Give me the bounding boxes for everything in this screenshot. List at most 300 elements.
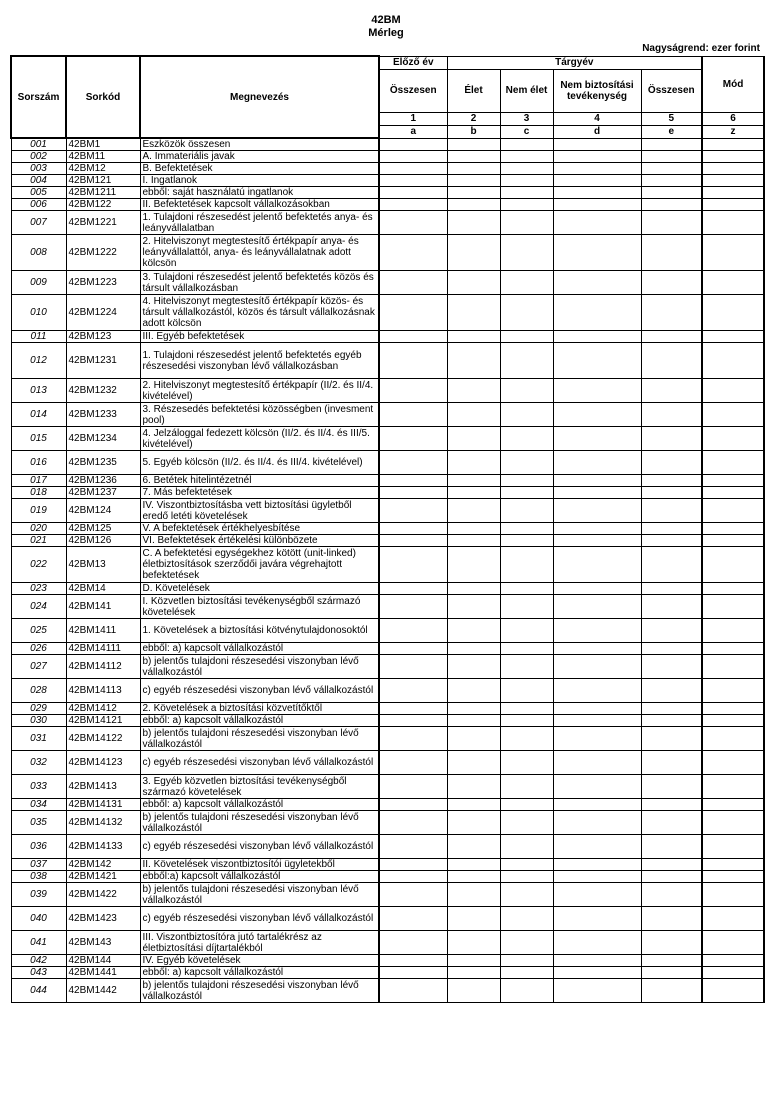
row-number: 028 — [11, 679, 66, 703]
value-cell-mod — [702, 451, 764, 475]
row-code: 42BM121 — [66, 175, 140, 187]
row-name: ebből: a) kapcsolt vállalkozástól — [140, 715, 379, 727]
value-cell-total — [641, 211, 702, 235]
value-cell-elet — [447, 523, 500, 535]
value-cell-elet — [447, 643, 500, 655]
value-cell-nem-bizt — [553, 499, 641, 523]
value-cell-elet — [447, 619, 500, 643]
row-number: 006 — [11, 199, 66, 211]
value-cell-nem-elet — [500, 835, 553, 859]
value-cell-total — [641, 619, 702, 643]
value-cell-prev-total — [379, 955, 447, 967]
value-cell-mod — [702, 967, 764, 979]
value-cell-mod — [702, 799, 764, 811]
row-name: C. A befektetési egységekhez kötött (unit-linked) életbiztosítások szerződői javára végrehajtott befektetések — [140, 547, 379, 583]
value-cell-nem-bizt — [553, 343, 641, 379]
table-row — [11, 883, 764, 907]
value-cell-mod — [702, 835, 764, 859]
value-cell-nem-bizt — [553, 163, 641, 175]
value-cell-nem-elet — [500, 271, 553, 295]
value-cell-nem-bizt — [553, 427, 641, 451]
row-name: IV. Egyéb követelések — [140, 955, 379, 967]
row-name: 1. Tulajdoni részesedést jelentő befektetés egyéb részesedési viszonyban lévő vállalkozásban — [140, 343, 379, 379]
value-cell-total — [641, 187, 702, 199]
value-cell-elet — [447, 379, 500, 403]
row-number: 013 — [11, 379, 66, 403]
col-sorkod-header: Sorkód — [66, 56, 140, 138]
value-cell-nem-bizt — [553, 979, 641, 1003]
value-cell-mod — [702, 187, 764, 199]
table-row — [11, 379, 764, 403]
value-cell-elet — [447, 175, 500, 187]
col-number-label: 5 — [641, 112, 702, 125]
value-cell-mod — [702, 775, 764, 799]
value-cell-total — [641, 679, 702, 703]
value-cell-mod — [702, 931, 764, 955]
value-cell-nem-bizt — [553, 379, 641, 403]
table-row — [11, 271, 764, 295]
table-row — [11, 751, 764, 775]
table-row — [11, 955, 764, 967]
value-cell-mod — [702, 619, 764, 643]
value-cell-prev-total — [379, 523, 447, 535]
row-number: 041 — [11, 931, 66, 955]
value-cell-elet — [447, 835, 500, 859]
row-code: 42BM1224 — [66, 295, 140, 331]
value-cell-mod — [702, 979, 764, 1003]
value-cell-total — [641, 427, 702, 451]
value-cell-prev-total — [379, 703, 447, 715]
value-cell-nem-bizt — [553, 727, 641, 751]
row-name: D. Követelések — [140, 583, 379, 595]
value-cell-nem-elet — [500, 679, 553, 703]
row-code: 42BM142 — [66, 859, 140, 871]
table-row — [11, 427, 764, 451]
value-cell-nem-elet — [500, 523, 553, 535]
value-cell-prev-total — [379, 775, 447, 799]
value-cell-total — [641, 799, 702, 811]
value-cell-prev-total — [379, 871, 447, 883]
value-cell-mod — [702, 703, 764, 715]
value-cell-total — [641, 138, 702, 151]
col-number-label: 6 — [702, 112, 764, 125]
row-number: 032 — [11, 751, 66, 775]
row-name: 2. Követelések a biztosítási közvetítőktől — [140, 703, 379, 715]
table-row — [11, 199, 764, 211]
value-cell-elet — [447, 271, 500, 295]
value-cell-elet — [447, 211, 500, 235]
value-cell-nem-bizt — [553, 271, 641, 295]
value-cell-elet — [447, 235, 500, 271]
row-number: 042 — [11, 955, 66, 967]
value-cell-elet — [447, 967, 500, 979]
value-cell-mod — [702, 211, 764, 235]
value-cell-elet — [447, 151, 500, 163]
row-number: 015 — [11, 427, 66, 451]
value-cell-nem-elet — [500, 907, 553, 931]
table-row — [11, 979, 764, 1003]
row-code: 42BM1222 — [66, 235, 140, 271]
row-code: 42BM1441 — [66, 967, 140, 979]
row-code: 42BM1211 — [66, 187, 140, 199]
value-cell-nem-elet — [500, 799, 553, 811]
value-cell-nem-bizt — [553, 547, 641, 583]
value-cell-elet — [447, 295, 500, 331]
value-cell-elet — [447, 775, 500, 799]
value-cell-elet — [447, 427, 500, 451]
value-cell-elet — [447, 343, 500, 379]
col-letter-label: c — [500, 125, 553, 138]
row-number: 027 — [11, 655, 66, 679]
value-cell-prev-total — [379, 859, 447, 871]
value-cell-nem-elet — [500, 475, 553, 487]
value-cell-total — [641, 655, 702, 679]
value-cell-mod — [702, 595, 764, 619]
report-title-block — [0, 14, 772, 40]
value-cell-prev-total — [379, 967, 447, 979]
value-cell-nem-bizt — [553, 883, 641, 907]
row-name: ebből: a) kapcsolt vállalkozástól — [140, 799, 379, 811]
row-code: 42BM1234 — [66, 427, 140, 451]
value-cell-elet — [447, 883, 500, 907]
report-code: 42BM — [371, 14, 401, 26]
value-cell-nem-bizt — [553, 175, 641, 187]
col-letter-label: e — [641, 125, 702, 138]
value-cell-total — [641, 583, 702, 595]
value-cell-elet — [447, 451, 500, 475]
value-cell-elet — [447, 871, 500, 883]
unit-label: Nagyságrend: ezer forint — [642, 43, 760, 54]
value-cell-total — [641, 871, 702, 883]
value-cell-mod — [702, 343, 764, 379]
value-cell-elet — [447, 655, 500, 679]
value-cell-prev-total — [379, 211, 447, 235]
value-cell-nem-bizt — [553, 619, 641, 643]
value-cell-nem-elet — [500, 535, 553, 547]
table-row — [11, 703, 764, 715]
table-row — [11, 859, 764, 871]
value-cell-elet — [447, 499, 500, 523]
row-name: II. Követelések viszontbiztosítói ügyletekből — [140, 859, 379, 871]
row-code: 42BM125 — [66, 523, 140, 535]
value-cell-nem-bizt — [553, 211, 641, 235]
value-cell-mod — [702, 499, 764, 523]
value-cell-nem-bizt — [553, 715, 641, 727]
value-cell-prev-total — [379, 535, 447, 547]
row-code: 42BM124 — [66, 499, 140, 523]
value-cell-nem-bizt — [553, 907, 641, 931]
value-cell-elet — [447, 715, 500, 727]
row-code: 42BM1 — [66, 138, 140, 151]
value-cell-total — [641, 715, 702, 727]
value-cell-elet — [447, 979, 500, 1003]
row-number: 011 — [11, 331, 66, 343]
value-cell-elet — [447, 547, 500, 583]
row-name: ebből: a) kapcsolt vállalkozástól — [140, 967, 379, 979]
row-name: b) jelentős tulajdoni részesedési viszonyban lévő vállalkozástól — [140, 979, 379, 1003]
row-code: 42BM13 — [66, 547, 140, 583]
col-number-label: 2 — [447, 112, 500, 125]
value-cell-nem-elet — [500, 138, 553, 151]
value-cell-nem-elet — [500, 811, 553, 835]
table-row — [11, 583, 764, 595]
value-cell-total — [641, 751, 702, 775]
row-name: IV. Viszontbiztosításba vett biztosítási ügyletből eredő letéti követelések — [140, 499, 379, 523]
value-cell-nem-elet — [500, 931, 553, 955]
row-code: 42BM14122 — [66, 727, 140, 751]
report-title: Mérleg — [368, 27, 404, 39]
value-cell-mod — [702, 655, 764, 679]
table-row — [11, 727, 764, 751]
row-number: 010 — [11, 295, 66, 331]
value-cell-prev-total — [379, 715, 447, 727]
row-number: 022 — [11, 547, 66, 583]
col-megnevezes-header: Megnevezés — [140, 56, 379, 138]
row-name: b) jelentős tulajdoni részesedési viszonyban lévő vállalkozástól — [140, 811, 379, 835]
value-cell-prev-total — [379, 655, 447, 679]
table-row — [11, 475, 764, 487]
row-number: 018 — [11, 487, 66, 499]
value-cell-elet — [447, 811, 500, 835]
value-cell-mod — [702, 138, 764, 151]
row-code: 42BM123 — [66, 331, 140, 343]
value-cell-nem-elet — [500, 487, 553, 499]
row-code: 42BM1442 — [66, 979, 140, 1003]
value-cell-nem-elet — [500, 583, 553, 595]
row-name: 3. Tulajdoni részesedést jelentő befektetés közös és társult vállalkozásban — [140, 271, 379, 295]
value-cell-nem-elet — [500, 883, 553, 907]
value-cell-elet — [447, 138, 500, 151]
row-number: 031 — [11, 727, 66, 751]
value-cell-elet — [447, 703, 500, 715]
value-cell-mod — [702, 955, 764, 967]
row-name: Eszközök összesen — [140, 138, 379, 151]
value-cell-total — [641, 379, 702, 403]
value-cell-prev-total — [379, 595, 447, 619]
table-row — [11, 775, 764, 799]
value-cell-prev-total — [379, 727, 447, 751]
row-name: VI. Befektetések értékelési különbözete — [140, 535, 379, 547]
value-cell-total — [641, 547, 702, 583]
table-header — [11, 56, 764, 138]
value-cell-elet — [447, 679, 500, 703]
row-number: 005 — [11, 187, 66, 199]
row-name: c) egyéb részesedési viszonyban lévő vállalkozástól — [140, 907, 379, 931]
value-cell-prev-total — [379, 343, 447, 379]
row-number: 043 — [11, 967, 66, 979]
value-cell-nem-bizt — [553, 331, 641, 343]
value-cell-total — [641, 295, 702, 331]
value-cell-elet — [447, 859, 500, 871]
value-cell-prev-total — [379, 907, 447, 931]
row-code: 42BM1223 — [66, 271, 140, 295]
row-code: 42BM1412 — [66, 703, 140, 715]
value-cell-prev-total — [379, 151, 447, 163]
col-elet-header: Élet — [447, 69, 500, 112]
value-cell-total — [641, 343, 702, 379]
value-cell-nem-elet — [500, 727, 553, 751]
value-cell-total — [641, 595, 702, 619]
value-cell-nem-elet — [500, 751, 553, 775]
value-cell-nem-bizt — [553, 583, 641, 595]
value-cell-mod — [702, 871, 764, 883]
row-code: 42BM14132 — [66, 811, 140, 835]
value-cell-total — [641, 859, 702, 871]
value-cell-total — [641, 643, 702, 655]
table-row — [11, 643, 764, 655]
value-cell-nem-elet — [500, 451, 553, 475]
row-code: 42BM11 — [66, 151, 140, 163]
value-cell-total — [641, 931, 702, 955]
value-cell-mod — [702, 583, 764, 595]
row-name: I. Közvetlen biztosítási tevékenységből származó követelések — [140, 595, 379, 619]
value-cell-mod — [702, 199, 764, 211]
value-cell-elet — [447, 199, 500, 211]
table-row — [11, 138, 764, 151]
row-number: 014 — [11, 403, 66, 427]
value-cell-mod — [702, 727, 764, 751]
value-cell-prev-total — [379, 499, 447, 523]
value-cell-nem-bizt — [553, 451, 641, 475]
table-row — [11, 967, 764, 979]
value-cell-prev-total — [379, 403, 447, 427]
row-name: I. Ingatlanok — [140, 175, 379, 187]
row-name: ebből:a) kapcsolt vállalkozástól — [140, 871, 379, 883]
table-row — [11, 679, 764, 703]
row-name: 6. Betétek hitelintézetnél — [140, 475, 379, 487]
value-cell-nem-bizt — [553, 475, 641, 487]
table-row — [11, 163, 764, 175]
row-number: 017 — [11, 475, 66, 487]
value-cell-mod — [702, 235, 764, 271]
row-number: 023 — [11, 583, 66, 595]
col-number-label: 4 — [553, 112, 641, 125]
row-name: b) jelentős tulajdoni részesedési viszonyban lévő vállalkozástól — [140, 883, 379, 907]
table-row — [11, 523, 764, 535]
table-row — [11, 211, 764, 235]
value-cell-nem-bizt — [553, 523, 641, 535]
value-cell-nem-elet — [500, 499, 553, 523]
row-number: 038 — [11, 871, 66, 883]
value-cell-nem-elet — [500, 595, 553, 619]
value-cell-elet — [447, 487, 500, 499]
value-cell-prev-total — [379, 643, 447, 655]
row-name: 3. Részesedés befektetési közösségben (invesment pool) — [140, 403, 379, 427]
col-letter-label: z — [702, 125, 764, 138]
value-cell-total — [641, 499, 702, 523]
table-row — [11, 799, 764, 811]
row-name: V. A befektetések értékhelyesbítése — [140, 523, 379, 535]
row-code: 42BM1236 — [66, 475, 140, 487]
col-letter-label: a — [379, 125, 447, 138]
value-cell-nem-bizt — [553, 967, 641, 979]
col-targyev-header: Tárgyév — [447, 56, 702, 69]
table-row — [11, 931, 764, 955]
value-cell-prev-total — [379, 187, 447, 199]
row-code: 42BM1423 — [66, 907, 140, 931]
value-cell-nem-bizt — [553, 751, 641, 775]
value-cell-total — [641, 271, 702, 295]
value-cell-mod — [702, 379, 764, 403]
table-row — [11, 451, 764, 475]
table-row — [11, 907, 764, 931]
table-row — [11, 487, 764, 499]
value-cell-nem-elet — [500, 703, 553, 715]
value-cell-nem-elet — [500, 715, 553, 727]
value-cell-nem-bizt — [553, 655, 641, 679]
row-number: 020 — [11, 523, 66, 535]
table-row — [11, 343, 764, 379]
value-cell-mod — [702, 163, 764, 175]
table-row — [11, 619, 764, 643]
table-row — [11, 331, 764, 343]
value-cell-nem-bizt — [553, 199, 641, 211]
value-cell-nem-elet — [500, 547, 553, 583]
value-cell-prev-total — [379, 751, 447, 775]
value-cell-mod — [702, 331, 764, 343]
value-cell-nem-bizt — [553, 643, 641, 655]
row-name: 5. Egyéb kölcsön (II/2. és II/4. és III/4. kivételével) — [140, 451, 379, 475]
row-name: III. Egyéb befektetések — [140, 331, 379, 343]
row-number: 021 — [11, 535, 66, 547]
row-number: 034 — [11, 799, 66, 811]
value-cell-total — [641, 727, 702, 751]
row-number: 004 — [11, 175, 66, 187]
row-name: 4. Hitelviszonyt megtestesítő értékpapír közös- és társult vállalkozástól, közös és társult vállalkozásnak adott kölcsön — [140, 295, 379, 331]
row-number: 012 — [11, 343, 66, 379]
table-row — [11, 655, 764, 679]
row-code: 42BM1231 — [66, 343, 140, 379]
value-cell-mod — [702, 523, 764, 535]
row-name: 2. Hitelviszonyt megtestesítő értékpapír anya- és leányvállalattól, anya- és leányvállalatnak adott kölcsön — [140, 235, 379, 271]
row-code: 42BM14112 — [66, 655, 140, 679]
row-code: 42BM1411 — [66, 619, 140, 643]
row-name: 7. Más befektetések — [140, 487, 379, 499]
value-cell-mod — [702, 427, 764, 451]
value-cell-prev-total — [379, 235, 447, 271]
row-code: 42BM126 — [66, 535, 140, 547]
row-number: 029 — [11, 703, 66, 715]
balance-sheet-table — [10, 55, 765, 1003]
value-cell-nem-elet — [500, 199, 553, 211]
value-cell-elet — [447, 535, 500, 547]
table-row — [11, 715, 764, 727]
value-cell-nem-bizt — [553, 595, 641, 619]
row-number: 002 — [11, 151, 66, 163]
row-number: 019 — [11, 499, 66, 523]
value-cell-prev-total — [379, 547, 447, 583]
value-cell-nem-elet — [500, 403, 553, 427]
row-number: 037 — [11, 859, 66, 871]
row-number: 001 — [11, 138, 66, 151]
value-cell-elet — [447, 799, 500, 811]
value-cell-mod — [702, 175, 764, 187]
value-cell-nem-elet — [500, 331, 553, 343]
row-name: 2. Hitelviszonyt megtestesítő értékpapír (II/2. és II/4. kivételével) — [140, 379, 379, 403]
row-name: c) egyéb részesedési viszonyban lévő vállalkozástól — [140, 835, 379, 859]
table-row — [11, 151, 764, 163]
table-row — [11, 175, 764, 187]
value-cell-nem-bizt — [553, 871, 641, 883]
row-code: 42BM14 — [66, 583, 140, 595]
table-row — [11, 235, 764, 271]
row-name: b) jelentős tulajdoni részesedési viszonyban lévő vállalkozástól — [140, 655, 379, 679]
value-cell-prev-total — [379, 979, 447, 1003]
value-cell-nem-elet — [500, 643, 553, 655]
row-name: II. Befektetések kapcsolt vállalkozásokban — [140, 199, 379, 211]
col-sorszam-header: Sorszám — [11, 56, 66, 138]
row-code: 42BM14111 — [66, 643, 140, 655]
